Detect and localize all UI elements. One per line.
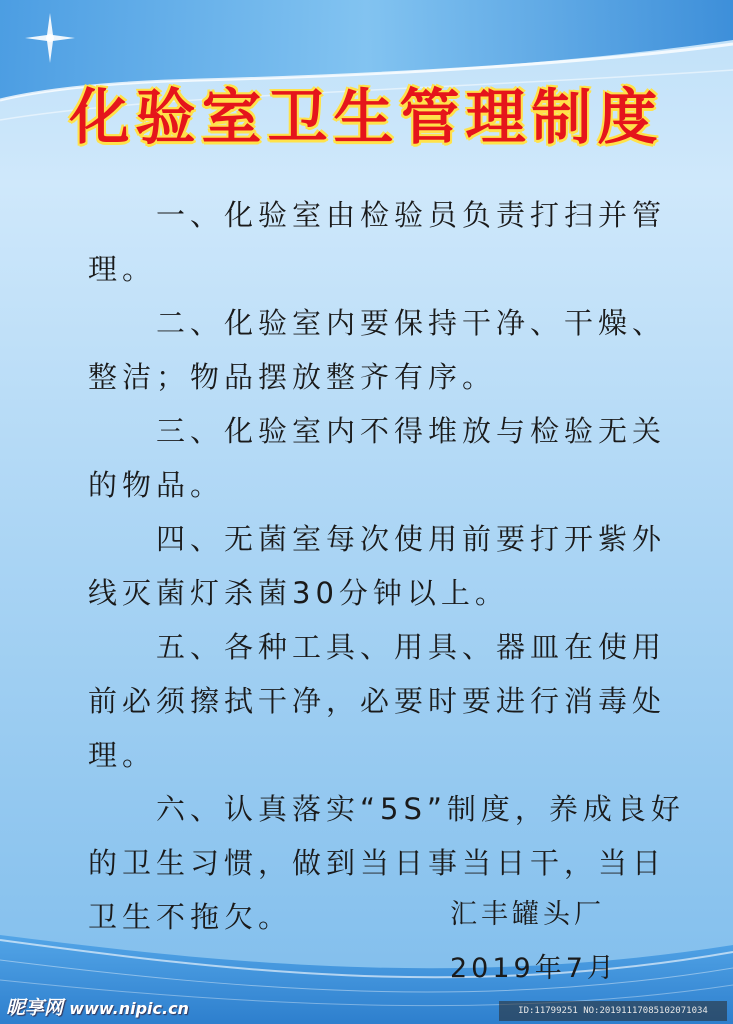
rule-paragraph-3: 三、化验室内不得堆放与检验无关的物品。 <box>88 414 667 502</box>
watermark-logo <box>6 993 189 1020</box>
rule-paragraph-6: 六、认真落实“5S”制度，养成良好的卫生习惯，做到当日事当日干，当日卫生不拖欠。 <box>88 792 685 934</box>
rule-paragraph-4: 四、无菌室每次使用前要打开紫外线灭菌灯杀菌30分钟以上。 <box>88 522 667 610</box>
rules-body <box>88 188 688 944</box>
signature-block <box>450 888 618 996</box>
page-title: 化验室卫生管理制度 <box>69 83 664 153</box>
watermark-brand: 昵享网 <box>6 997 64 1019</box>
footer-watermark <box>0 996 733 1024</box>
company-name: 汇丰罐头厂 <box>450 899 605 930</box>
watermark-site: www.nipic.cn <box>69 999 189 1018</box>
rule-paragraph-2: 二、化验室内要保持干净、干燥、整洁；物品摆放整齐有序。 <box>88 306 667 394</box>
image-id-strip: ID:11799251 NO:20191117085102071034 <box>499 1001 727 1021</box>
rule-paragraph-5: 五、各种工具、用具、器皿在使用前必须擦拭干净，必要时要进行消毒处理。 <box>88 630 667 772</box>
rule-paragraph-1: 一、化验室由检验员负责打扫并管理。 <box>88 198 667 286</box>
sparkle-icon <box>20 8 80 68</box>
issue-date: 2019年7月 <box>450 953 618 984</box>
